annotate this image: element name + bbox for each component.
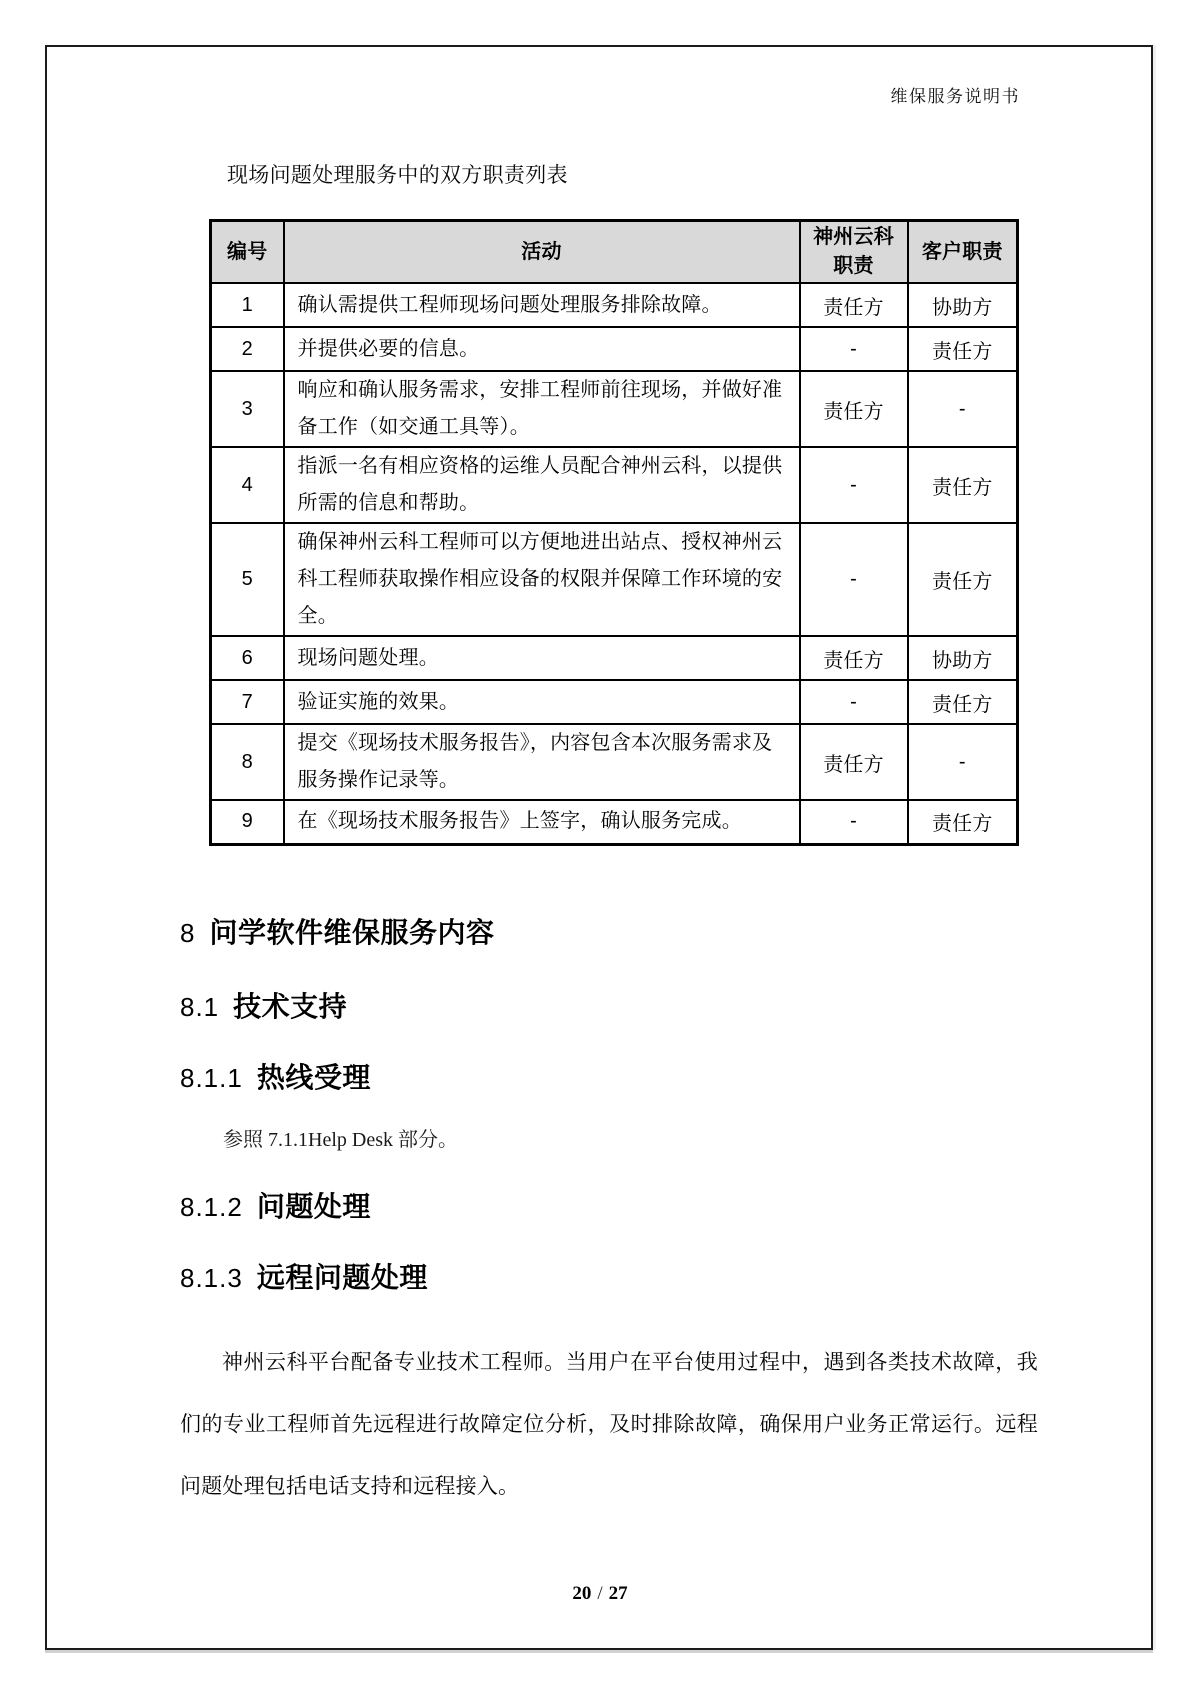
row-number-cell: 6 [211,636,284,680]
col-header-vendor-duty: 神州云科职责 [800,221,908,284]
activity-cell: 响应和确认服务需求，安排工程师前往现场，并做好准备工作（如交通工具等）。 [284,371,800,447]
col-header-activity: 活动 [284,221,800,284]
section-heading-8 [180,915,494,951]
vendor-role-cell: 责任方 [800,371,908,447]
reference-paragraph: 参照 7.1.1Help Desk 部分。 [223,1129,458,1151]
row-number-cell: 2 [211,327,284,371]
table-row [211,724,1018,800]
vendor-role-cell: - [800,800,908,844]
table-row [211,523,1018,636]
activity-cell: 验证实施的效果。 [284,680,800,724]
row-number-cell: 7 [211,680,284,724]
activity-cell: 提交《现场技术服务报告》，内容包含本次服务需求及服务操作记录等。 [284,724,800,800]
vendor-role-cell: - [800,523,908,636]
col-header-customer-duty: 客户职责 [908,221,1018,284]
activity-cell: 并提供必要的信息。 [284,327,800,371]
section-number: 8 [180,918,196,948]
table-row [211,800,1018,844]
row-number-cell: 4 [211,447,284,523]
customer-role-cell: 责任方 [908,680,1018,724]
activity-cell: 在《现场技术服务报告》上签字，确认服务完成。 [284,800,800,844]
customer-role-cell: 协助方 [908,636,1018,680]
section-title: 问学软件维保服务内容 [209,917,495,948]
table-row [211,283,1018,327]
col-header-id: 编号 [211,221,284,284]
page-footer [0,1583,1200,1605]
activity-cell: 确保神州云科工程师可以方便地进出站点、授权神州云科工程师获取操作相应设备的权限并保障工作环境的安全。 [284,523,800,636]
section-heading-8-1-2 [180,1189,371,1225]
vendor-role-cell: 责任方 [800,283,908,327]
row-number-cell: 9 [211,800,284,844]
section-heading-8-1-1 [180,1060,371,1096]
table-header-row [211,221,1018,284]
customer-role-cell: - [908,371,1018,447]
table-caption: 现场问题处理服务中的双方职责列表 [227,164,568,187]
doc-header-title: 维保服务说明书 [890,87,1020,106]
section-number: 8.1 [180,992,220,1022]
body-paragraph: 神州云科平台配备专业技术工程师。当用户在平台使用过程中，遇到各类技术故障，我们的专业工程师首先远程进行故障定位分析，及时排除故障，确保用户业务正常运行。远程问题处理包括电话支持和远程接入。 [180,1351,1038,1498]
vendor-role-cell: - [800,447,908,523]
activity-cell: 指派一名有相应资格的运维人员配合神州云科，以提供所需的信息和帮助。 [284,447,800,523]
current-page-number: 20 [572,1583,592,1604]
activity-cell: 确认需提供工程师现场问题处理服务排除故障。 [284,283,800,327]
customer-role-cell: 责任方 [908,447,1018,523]
section-number: 8.1.2 [180,1192,243,1222]
section-number: 8.1.3 [180,1263,243,1293]
vendor-role-cell: - [800,327,908,371]
row-number-cell: 1 [211,283,284,327]
customer-role-cell: 责任方 [908,327,1018,371]
table-row [211,371,1018,447]
table-row [211,447,1018,523]
vendor-role-cell: 责任方 [800,724,908,800]
section-title: 问题处理 [256,1191,371,1222]
section-number: 8.1.1 [180,1063,243,1093]
customer-role-cell: 责任方 [908,523,1018,636]
row-number-cell: 5 [211,523,284,636]
row-number-cell: 3 [211,371,284,447]
vendor-role-cell: 责任方 [800,636,908,680]
total-page-number: 27 [608,1583,628,1604]
activity-cell: 现场问题处理。 [284,636,800,680]
customer-role-cell: 协助方 [908,283,1018,327]
section-heading-8-1 [180,989,347,1025]
section-title: 远程问题处理 [256,1262,428,1293]
vendor-role-cell: - [800,680,908,724]
customer-role-cell: - [908,724,1018,800]
table-row [211,636,1018,680]
table-row [211,680,1018,724]
section-title: 热线受理 [256,1062,371,1093]
section-heading-8-1-3 [180,1260,428,1296]
customer-role-cell: 责任方 [908,800,1018,844]
section-title: 技术支持 [233,991,348,1022]
table-row [211,327,1018,371]
page-separator: / [597,1583,603,1604]
responsibilities-table [209,219,1019,846]
row-number-cell: 8 [211,724,284,800]
